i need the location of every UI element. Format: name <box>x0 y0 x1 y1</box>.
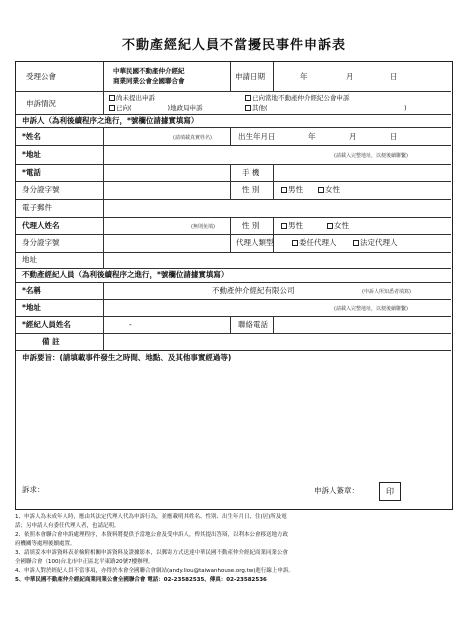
complainant-address-hint: (請載入完整地址，以便後續聯繫) <box>334 153 408 159</box>
request-label: 訴求： <box>22 485 45 494</box>
checkbox-icon[interactable] <box>281 187 287 193</box>
date-year[interactable]: 年 <box>300 72 308 81</box>
checkbox-icon[interactable] <box>292 240 298 246</box>
note-line: 4、申訴人對於經紀人員不當事項，亦得於本會全國聯合會網站(andy.liou@taiwanhouse.org.tw)進行線上申訴。 <box>15 568 294 574</box>
dob-month[interactable]: 月 <box>349 132 357 141</box>
complainant-phone-label: *電話 <box>22 168 41 177</box>
broker-address-label: *地址 <box>22 303 41 312</box>
dob-day[interactable]: 日 <box>390 132 398 141</box>
description-title: 申訴要旨：(請填載事件發生之時間、地點、及其他事實經過等) <box>22 353 232 362</box>
seal-box[interactable]: 印 <box>379 482 401 501</box>
broker-staff-label: *經紀人員姓名 <box>22 320 71 329</box>
checkbox-icon[interactable] <box>245 95 251 101</box>
form-title: 不動產經紀人員不當擾民事件申訴表 <box>121 38 346 53</box>
agent-id-label: 身分證字號 <box>22 238 60 247</box>
checkbox-icon[interactable] <box>353 240 359 246</box>
complainant-id-label: 身分證字號 <box>22 185 60 194</box>
checkbox-icon[interactable] <box>281 223 287 229</box>
broker-address-hint: (請載入完整地址，以便後續聯繫) <box>334 306 408 312</box>
broker-remark-label: 備 註 <box>42 337 60 346</box>
agent-name-label: 代理人姓名 <box>22 221 60 230</box>
broker-section-title: 不動產經紀人員（為利後續程序之進行，*號欄位請據實填寫） <box>22 270 229 279</box>
agent-type-mandated[interactable]: 委任代理人 <box>292 239 337 247</box>
note-line: 話；另申請人有委任代理人者，也請記明。 <box>15 523 120 529</box>
date-day[interactable]: 日 <box>390 72 398 81</box>
complainant-address-label: *地址 <box>22 150 41 159</box>
broker-name-label: *名稱 <box>22 286 41 295</box>
note-line: 5、中華民國不動產仲介經紀商業同業公會全國聯合會 電話：02-23582535、傳真：02-23582536 <box>15 577 267 583</box>
accept-value-line2: 商業同業公會全國聯合會 <box>113 77 185 85</box>
broker-name-value: 不動產仲介經紀有限公司 <box>212 286 295 295</box>
status-option-local-guild[interactable]: 已向當地不動產仲介經紀公會申訴 <box>245 95 350 102</box>
broker-staff-value: - <box>129 320 132 329</box>
complainant-gender-label: 性 別 <box>242 185 260 194</box>
checkbox-icon[interactable] <box>327 223 333 229</box>
broker-contact-label: 聯絡電話 <box>238 320 268 329</box>
agent-type-legal[interactable]: 法定代理人 <box>353 239 398 247</box>
agent-gender-male[interactable]: 男性 <box>281 222 303 230</box>
complainant-section-title: 申訴人（為利後續程序之進行，*號欄位請據實填寫） <box>22 116 199 125</box>
status-option-other[interactable]: 其他( <box>245 105 268 112</box>
checkbox-icon[interactable] <box>245 105 251 111</box>
accept-value-line1: 中華民國不動產仲介經紀 <box>113 67 185 75</box>
note-line: 1、申訴人為未成年人時，應由其法定代理人代為申訴行為，並應載明其姓名、性別、出生年月日、住(居)所及電 <box>15 514 287 520</box>
agent-type-label: 代理人類型 <box>236 238 274 247</box>
agent-name-hint: (無則免填) <box>191 224 215 230</box>
agent-gender-label: 性 別 <box>242 221 260 230</box>
accept-label: 受理公會 <box>26 72 56 81</box>
date-label: 申請日期 <box>235 72 265 81</box>
complainant-mobile-label: 手 機 <box>242 168 260 177</box>
status-option-none[interactable]: 尚未提出申訴 <box>109 95 155 102</box>
note-line: 3、請填妥本申訴資料表並檢附相關申訴資料及證據影本，以郵寄方式送達中華民國不動產仲介經紀商業同業公會 <box>15 550 289 556</box>
dob-label: 出生年月日 <box>238 132 276 141</box>
complainant-name-hint: (請填載真實姓名) <box>173 135 212 141</box>
broker-name-hint: (申訴人所知悉者填寫) <box>362 289 411 295</box>
signature-label: 申訴人簽章： <box>314 486 359 495</box>
complainant-name-label: *姓名 <box>22 132 41 141</box>
date-month[interactable]: 月 <box>346 72 354 81</box>
status-close-paren: ) <box>404 104 407 112</box>
agent-gender-female[interactable]: 女性 <box>327 222 349 230</box>
note-line: 2、依照本會聯合會申訴處理程序，本資料將提供予當地公會及受申訴人，俾其提出答辯，以利本公會移送地方政 <box>15 532 289 538</box>
checkbox-icon[interactable] <box>109 95 115 101</box>
note-line: 府機關等處理後續處置。 <box>15 541 76 547</box>
complainant-email-label: 電子郵件 <box>22 203 52 212</box>
complaint-form-table <box>15 61 453 510</box>
checkbox-icon[interactable] <box>109 105 115 111</box>
dob-year[interactable]: 年 <box>308 132 316 141</box>
status-label: 申訴情況 <box>26 99 56 108</box>
agent-address-label: 地址 <box>22 255 37 264</box>
status-option-land-office[interactable]: 已向( )地政局申訴 <box>109 105 203 112</box>
checkbox-icon[interactable] <box>318 187 324 193</box>
note-line: 全國聯合會（100)台北市中正區北平東路20號7樓辦理。 <box>15 559 154 565</box>
complainant-gender-male[interactable]: 男性 <box>281 186 303 194</box>
complainant-gender-female[interactable]: 女性 <box>318 186 340 194</box>
